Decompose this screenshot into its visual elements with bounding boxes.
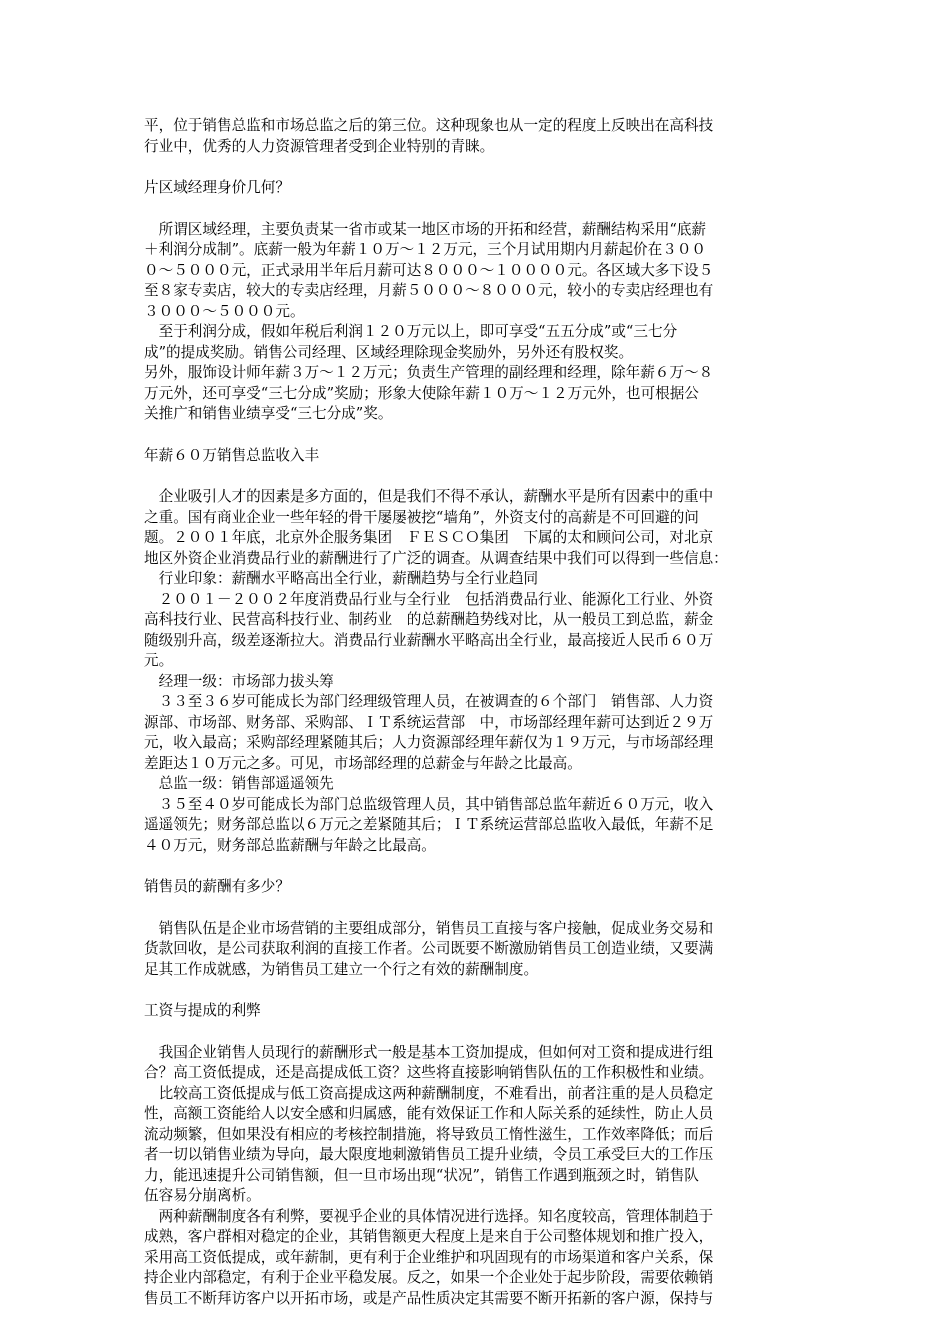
- text-line: ３０００～５０００元。: [144, 302, 305, 320]
- text-line: ３５至４０岁可能成长为部门总监级管理人员，其中销售部总监年薪近６０万元，收入: [144, 795, 714, 813]
- document-body: [144, 116, 808, 1309]
- text-line: 关推广和销售业绩享受“三七分成”奖。: [144, 405, 393, 422]
- paragraph: [144, 1043, 808, 1310]
- section-heading: 工资与提成的利弊: [144, 1002, 261, 1019]
- text-line: 另外，服饰设计师年薪３万～１２万元；负责生产管理的副经理和经理，除年薪６万～８: [144, 364, 714, 381]
- text-line: 销售队伍是企业市场营销的主要组成部分，销售员工直接与客户接触，促成业务交易和: [144, 919, 714, 937]
- text-line: 力，能迅速提升公司销售额，但一旦市场出现“状况”，销售工作遇到瓶颈之时，销售队: [144, 1166, 699, 1184]
- section-heading: 片区域经理身价几何？: [144, 179, 290, 196]
- text-line: 平，位于销售总监和市场总监之后的第三位。这种现象也从一定的程度上反映出在高科技: [144, 117, 714, 134]
- paragraph: [144, 919, 808, 981]
- text-line: 差距达１０万元之多。可见，市场部经理的总薪金与年龄之比最高。: [144, 754, 582, 772]
- text-line: 我国企业销售人员现行的薪酬形式一般是基本工资加提成，但如何对工资和提成进行组: [144, 1043, 714, 1061]
- text-line: 行业印象：薪酬水平略高出全行业，薪酬趋势与全行业趋同: [144, 570, 539, 587]
- text-line: 成”的提成奖励。销售公司经理、区域经理除现金奖励外，另外还有股权奖。: [144, 343, 634, 361]
- text-line: 比较高工资低提成与低工资高提成这两种薪酬制度，不难看出，前者注重的是人员稳定: [144, 1084, 714, 1102]
- text-line: 企业吸引人才的因素是多方面的，但是我们不得不承认，薪酬水平是所有因素中的重中: [144, 488, 714, 505]
- text-line: ０～５０００元，正式录用半年后月薪可达８０００～１００００元。各区域大多下设５: [144, 261, 714, 279]
- section-heading: 销售员的薪酬有多少？: [144, 878, 290, 895]
- text-line: 至８家专卖店，较大的专卖店经理，月薪５０００～８０００元，较小的专卖店经理也有: [144, 282, 714, 299]
- text-line: 元，收入最高；采购部经理紧随其后；人力资源部经理年薪仅为１９万元，与市场部经理: [144, 734, 714, 751]
- text-line: 题。２００１年底，北京外企服务集团 ＦＥＳＣＯ集团 下属的太和顾问公司，对北京: [144, 529, 714, 546]
- text-line: 遥遥领先；财务部总监以６万元之差紧随其后；ＩＴ系统运营部总监收入最低，年薪不足: [144, 816, 714, 833]
- text-line: ３３至３６岁可能成长为部门经理级管理人员，在被调查的６个部门 销售部、人力资: [144, 693, 714, 710]
- text-line: 高科技行业、民营高科技行业、制药业 的总薪酬趋势线对比，从一般员工到总监，薪金: [144, 611, 714, 628]
- text-line: 万元外，还可享受“三七分成”奖励；形象大使除年薪１０万～１２万元外，也可根据公: [144, 384, 699, 402]
- text-line: 足其工作成就感，为销售员工建立一个行之有效的薪酬制度。: [144, 960, 539, 978]
- text-line: 行业中，优秀的人力资源管理者受到企业特别的青睐。: [144, 137, 495, 155]
- text-line: 性，高额工资能给人以安全感和归属感，能有效保证工作和人际关系的延续性，防止人员: [144, 1105, 714, 1122]
- text-line: 随级别升高，级差逐渐拉大。消费品行业薪酬水平略高出全行业，最高接近人民币６０万: [144, 631, 714, 649]
- text-line: 货款回收，是公司获取利润的直接工作者。公司既要不断激励销售员工创造业绩，又要满: [144, 940, 714, 957]
- section-heading: 年薪６０万销售总监收入丰: [144, 446, 320, 464]
- text-line: 地区外资企业消费品行业的薪酬进行了广泛的调查。从调查结果中我们可以得到一些信息：: [144, 549, 728, 567]
- text-line: 源部、市场部、财务部、采购部、ＩＴ系统运营部 中，市场部经理年薪可达到近２９万: [144, 713, 714, 731]
- paragraph: [144, 220, 808, 425]
- text-line: 成熟，客户群相对稳定的企业，其销售额更大程度上是来自于公司整体规划和推广投入，: [144, 1228, 714, 1245]
- text-line: ２００１－２００２年度消费品行业与全行业 包括消费品行业、能源化工行业、外资: [144, 590, 714, 608]
- text-line: 所谓区域经理，主要负责某一省市或某一地区市场的开拓和经营，薪酬结构采用“底薪: [144, 220, 707, 238]
- text-line: 售员工不断拜访客户以开拓市场，或是产品性质决定其需要不断开拓新的客户源，保持与: [144, 1289, 714, 1307]
- text-line: ＋利润分成制”。底薪一般为年薪１０万～１２万元，三个月试用期内月薪起价在３００: [144, 241, 707, 258]
- text-line: 之重。国有商业企业一些年轻的骨干屡屡被挖“墙角”，外资支付的高薪是不可回避的问: [144, 508, 699, 526]
- text-line: 合？高工资低提成，还是高提成低工资？这些将直接影响销售队伍的工作积极性和业绩。: [144, 1064, 714, 1081]
- text-line: 流动频繁，但如果没有相应的考核控制措施，将导致员工惰性滋生，工作效率降低；而后: [144, 1125, 714, 1143]
- text-line: 持企业内部稳定，有利于企业平稳发展。反之，如果一个企业处于起步阶段，需要依赖销: [144, 1269, 714, 1286]
- text-line: 两种薪酬制度各有利弊，要视乎企业的具体情况进行选择。知名度较高，管理体制趋于: [144, 1207, 714, 1225]
- paragraph: [144, 116, 808, 157]
- text-line: 总监一级：销售部遥遥领先: [144, 775, 334, 792]
- text-line: 采用高工资低提成，或年薪制，更有利于企业维护和巩固现有的市场渠道和客户关系，保: [144, 1248, 714, 1266]
- text-line: 者一切以销售业绩为导向，最大限度地刺激销售员工提升业绩，令员工承受巨大的工作压: [144, 1146, 714, 1163]
- text-line: 元。: [144, 652, 174, 669]
- text-line: 伍容易分崩离析。: [144, 1187, 261, 1204]
- text-line: 至于利润分成，假如年税后利润１２０万元以上，即可享受“五五分成”或“三七分: [144, 323, 678, 340]
- text-line: 经理一级：市场部力拔头筹: [144, 672, 334, 690]
- paragraph: [144, 487, 808, 856]
- text-line: ４０万元，财务部总监薪酬与年龄之比最高。: [144, 836, 436, 854]
